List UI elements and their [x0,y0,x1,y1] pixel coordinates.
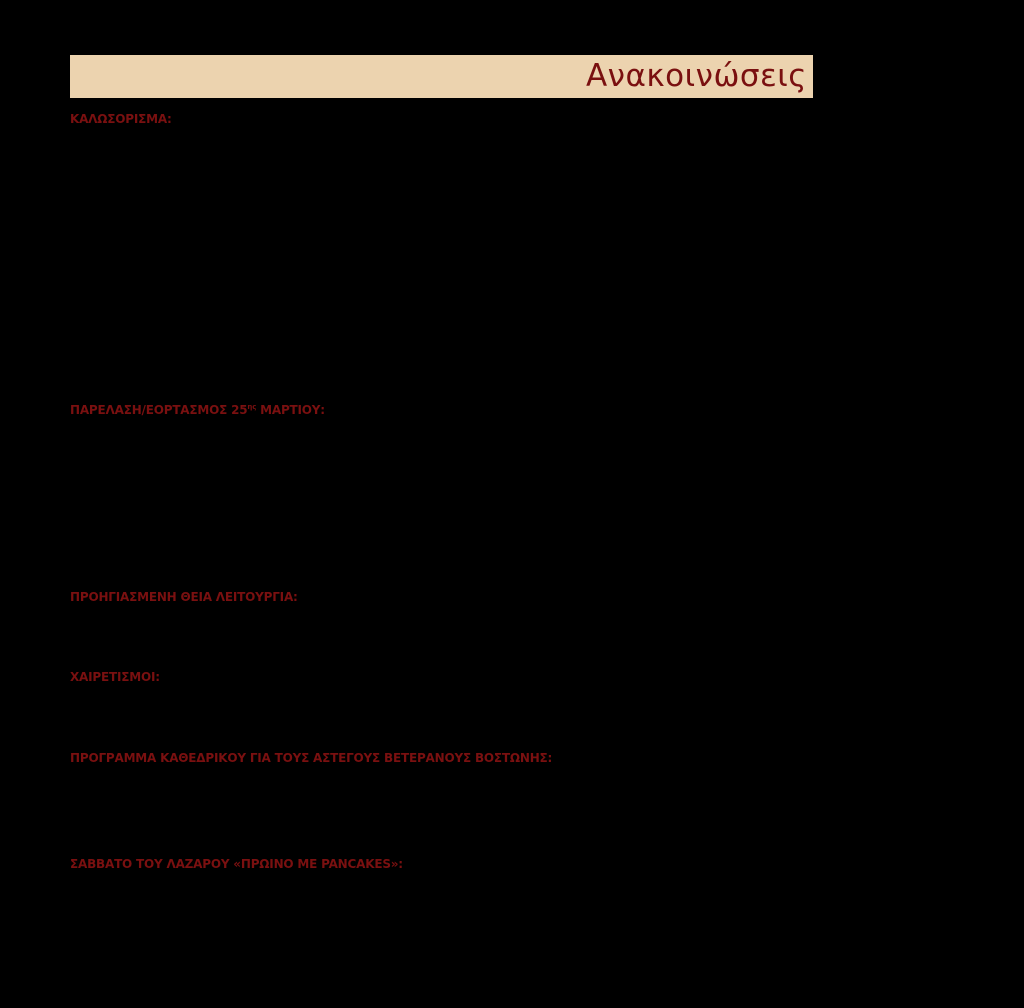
parade-heading-ordinal: ης [247,403,257,411]
section-heading-presanctified-liturgy: ΠΡΟΗΓΙΑΣΜΕΝΗ ΘΕΙΑ ΛΕΙΤΟΥΡΓΙΑ: [70,590,298,604]
section-heading-veterans-program: ΠΡΟΓΡΑΜΜΑ ΚΑΘΕΔΡΙΚΟΥ ΓΙΑ ΤΟΥΣ ΑΣΤΕΓΟΥΣ ΒΕΤΕΡΑΝΟΥΣ ΒΟΣΤΩΝΗΣ: [70,751,553,765]
section-heading-salutations: ΧΑΙΡΕΤΙΣΜΟΙ: [70,670,160,684]
section-heading-welcome: ΚΑΛΩΣΟΡΙΣΜΑ: [70,112,172,126]
section-heading-lazarus-saturday: ΣΑΒΒΑΤΟ ΤΟΥ ΛΑΖΑΡΟΥ «ΠΡΩΙΝΟ ΜΕ PANCAKES»: [70,857,403,871]
page-title: Ανακοινώσεις [585,58,807,94]
parade-heading-end: ΜΑΡΤΙΟΥ: [256,403,325,417]
parade-heading-start: ΠΑΡΕΛΑΣΗ/ΕΟΡΤΑΣΜΟΣ 25 [70,403,248,417]
title-bar [70,55,813,98]
section-heading-parade [70,403,325,417]
